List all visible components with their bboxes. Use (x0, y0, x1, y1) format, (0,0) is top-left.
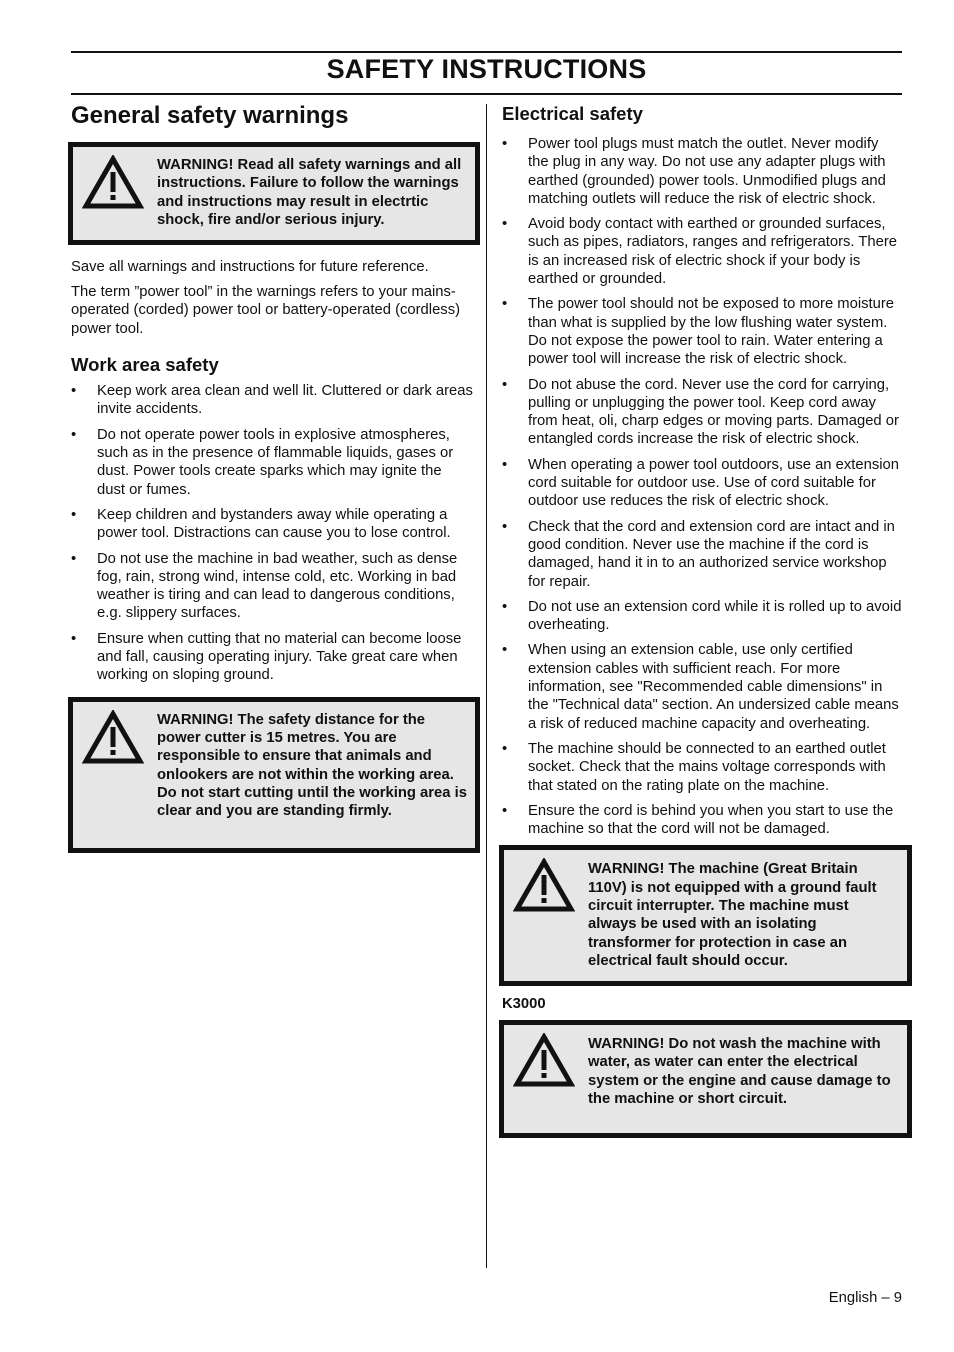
electrical-safety-heading: Electrical safety (502, 103, 643, 124)
list-item: • Do not abuse the cord. Never use the cord for carrying, pulling or unplugging the power tool. Keep cord away from heat, oli, charp edges or moving parts. Damaged or entangled cords increase the risk of electric shock. (502, 376, 899, 448)
list-item: • Keep children and bystanders away while operating a power tool. Distractions can cause you to lose control. (71, 506, 451, 542)
page-footer: English – 9 (828, 1290, 902, 1306)
list-item: • Check that the cord and extension cord are intact and in good condition. Never use the machine if the cord is damaged, hand it in to an authorized service workshop for repair. (502, 518, 895, 590)
list-item: • When using an extension cable, use only certified extension cables with sufficient reach. For more information, see "Recommended cable dimensions" in the "Technical data" section. An undersized cable means a risk of reduced machine capacity and overheating. (502, 642, 899, 732)
warning-box-general (68, 142, 480, 245)
para-power-tool-term: The term ”power tool” in the warnings refers to your mains-operated (corded) power tool or battery-operated (cordless) power tool. (71, 283, 461, 337)
list-item: • The machine should be connected to an earthed outlet socket. Check that the mains voltage corresponds with that stated on the rating plate on the machine. (502, 740, 886, 794)
list-item: • When operating a power tool outdoors, use an extension cord suitable for outdoor use. Use of cord suitable for outdoor use reduces the risk of electric shock. (502, 456, 899, 510)
warning-triangle-icon (82, 155, 144, 211)
warning-box-safety-distance (68, 697, 480, 853)
work-area-list (71, 382, 473, 684)
work-area-heading: Work area safety (71, 354, 219, 376)
title-underline (71, 93, 902, 95)
electrical-safety-list (502, 135, 902, 838)
warning-text-no-wash: WARNING! Do not wash the machine with water, as water can enter the electrical system or the engine and cause damage to the machine or short circuit. (588, 1036, 891, 1108)
list-item: • Do not use an extension cord while it is rolled up to avoid overheating. (502, 598, 902, 634)
list-item: • Ensure when cutting that no material can become loose and fall, causing operating injury. Take great care when working on sloping ground. (71, 630, 462, 684)
warning-triangle-icon (82, 710, 144, 766)
list-item: • Avoid body contact with earthed or grounded surfaces, such as pipes, radiators, ranges and refrigerators. There is an increased risk of electric shock if your body is earthed or grounded. (502, 216, 898, 288)
left-column (71, 100, 473, 853)
list-item: • Power tool plugs must match the outlet. Never modify the plug in any way. Do not use any adapter plugs with earthed (grounded) power tools. Unmodified plugs and matching outlets will reduce the risk of electric shock. (502, 136, 886, 207)
list-item: • Ensure the cord is behind you when you start to use the machine so that the cord will not be damaged. (502, 802, 894, 838)
top-rule (71, 51, 902, 53)
para-save-warnings: Save all warnings and instructions for future reference. (71, 259, 429, 276)
warning-text-safety-distance: WARNING! The safety distance for the power cutter is 15 metres. You are responsible to ensure that animals and onlookers are not within the working area. Do not start cutting until the working area is clear and you are standing firmly. (157, 711, 467, 820)
model-label: K3000 (502, 996, 546, 1013)
warning-text-ground-fault: WARNING! The machine (Great Britain 110V) is not equipped with a ground fault circuit interrupter. The machine must always be used with an isolating transformer for protection in case an electrical fault should occur. (588, 861, 877, 969)
right-column (502, 100, 902, 1138)
list-item: • The power tool should not be exposed to more moisture than what is supplied by the low flushing water system. Do not expose the power tool to rain. Water entering a power tool will increase the risk of electric shock. (502, 296, 895, 368)
general-safety-heading: General safety warnings (71, 102, 349, 129)
warning-text-general: WARNING! Read all safety warnings and all instructions. Failure to follow the warnings and instructions may result in electrtic shock, fire and/or serious injury. (157, 157, 462, 228)
list-item: • Do not operate power tools in explosive atmospheres, such as in the presence of flammable liquids, gases or dust. Power tools create sparks which may ignite the dust or fumes. (71, 426, 454, 498)
page-title: SAFETY INSTRUCTIONS (326, 54, 647, 84)
warning-box-ground-fault (499, 845, 912, 986)
warning-triangle-icon (513, 1033, 575, 1089)
warning-box-no-wash (499, 1020, 912, 1138)
warning-triangle-icon (513, 858, 575, 914)
list-item: • Keep work area clean and well lit. Cluttered or dark areas invite accidents. (71, 383, 473, 418)
list-item: • Do not use the machine in bad weather, such as dense fog, rain, strong wind, intense cold, etc. Working in bad weather is tiring and can lead to dangerous conditions, e.g. slippery surfaces. (71, 550, 458, 622)
column-divider (486, 104, 487, 1268)
